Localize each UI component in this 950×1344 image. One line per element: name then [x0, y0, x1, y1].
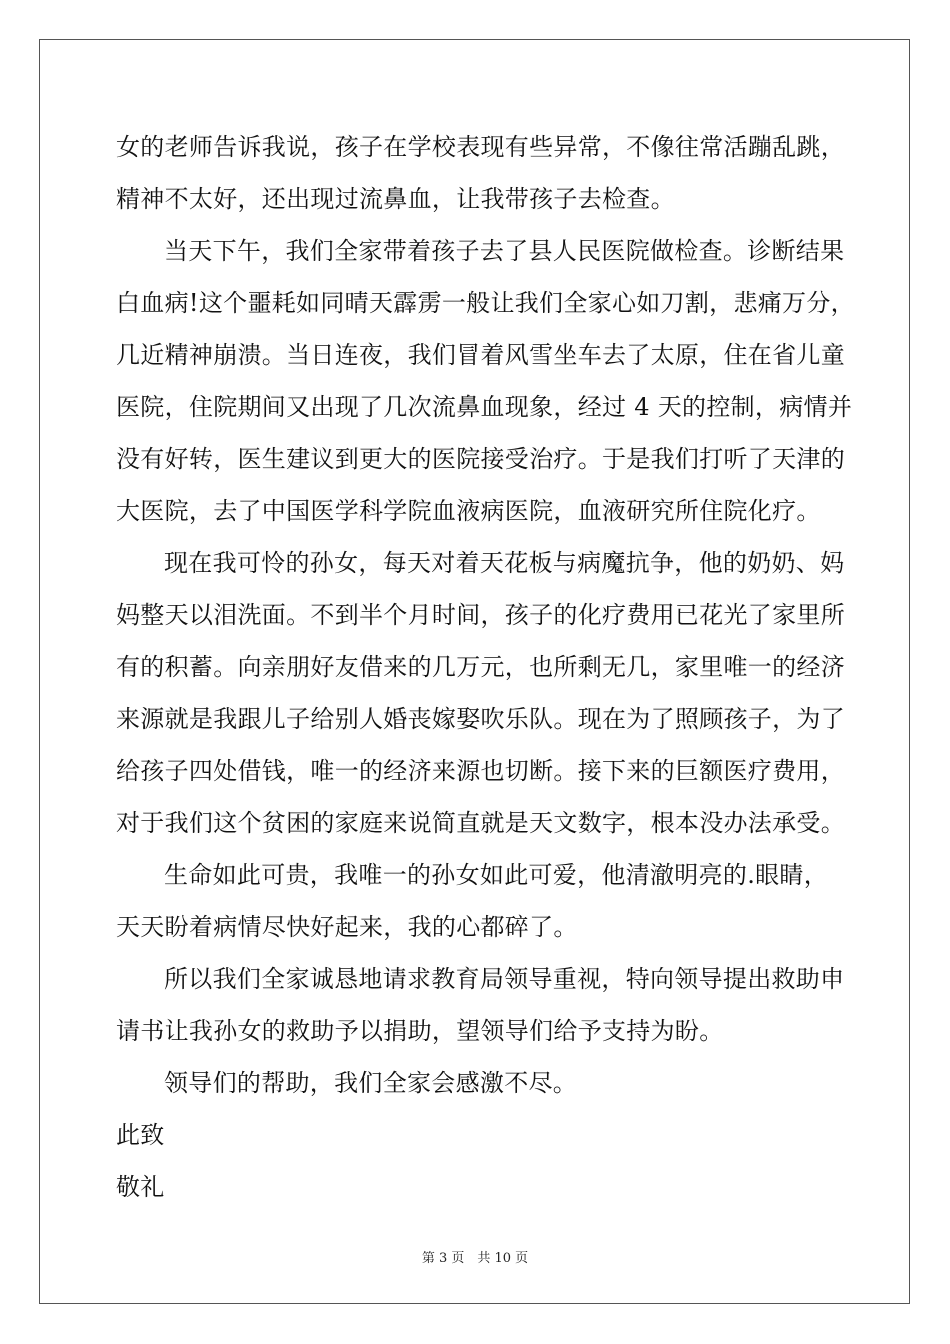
paragraph-start-line: 现在我可怜的孙女，每天对着天花板与病魔抗争，他的奶奶、妈	[164, 549, 845, 577]
closing-line: 此致	[116, 1121, 165, 1149]
text-line: 大医院，去了中国医学科学院血液病医院，血液研究所住院化疗。	[116, 497, 821, 525]
text-line: 天天盼着病情尽快好起来，我的心都碎了。	[116, 913, 578, 941]
paragraph-start-line: 领导们的帮助，我们全家会感激不尽。	[164, 1069, 578, 1097]
text-line: 对于我们这个贫困的家庭来说简直就是天文数字，根本没办法承受。	[116, 809, 845, 837]
text-line: 没有好转，医生建议到更大的医院接受治疗。于是我们打听了天津的	[116, 445, 845, 473]
salutation-line: 敬礼	[116, 1173, 165, 1201]
text-line: 几近精神崩溃。当日连夜，我们冒着风雪坐车去了太原，住在省儿童	[116, 341, 845, 369]
text-line: 来源就是我跟儿子给别人婚丧嫁娶吹乐队。现在为了照顾孩子，为了	[116, 705, 845, 733]
text-line: 有的积蓄。向亲朋好友借来的几万元，也所剩无几，家里唯一的经济	[116, 653, 845, 681]
text-line: 白血病!这个噩耗如同晴天霹雳一般让我们全家心如刀割，悲痛万分，	[116, 289, 855, 317]
text-line: 女的老师告诉我说，孩子在学校表现有些异常，不像往常活蹦乱跳，	[116, 133, 845, 161]
text-line: 妈整天以泪洗面。不到半个月时间，孩子的化疗费用已花光了家里所	[116, 601, 845, 629]
text-line: 给孩子四处借钱，唯一的经济来源也切断。接下来的巨额医疗费用，	[116, 757, 845, 785]
paragraph-start-line: 生命如此可贵，我唯一的孙女如此可爱，他清澈明亮的.眼睛，	[164, 861, 829, 889]
paragraph-start-line: 当天下午，我们全家带着孩子去了县人民医院做检查。诊断结果	[164, 237, 845, 265]
text-line: 医院，住院期间又出现了几次流鼻血现象，经过 4 天的控制，病情并	[116, 393, 853, 421]
paragraph-start-line: 所以我们全家诚恳地请求教育局领导重视，特向领导提出救助申	[164, 965, 845, 993]
text-line: 请书让我孙女的救助予以捐助，望领导们给予支持为盼。	[116, 1017, 724, 1045]
page-number-footer: 第 3 页 共 10 页	[421, 1251, 529, 1266]
text-line: 精神不太好，还出现过流鼻血，让我带孩子去检查。	[116, 185, 675, 213]
